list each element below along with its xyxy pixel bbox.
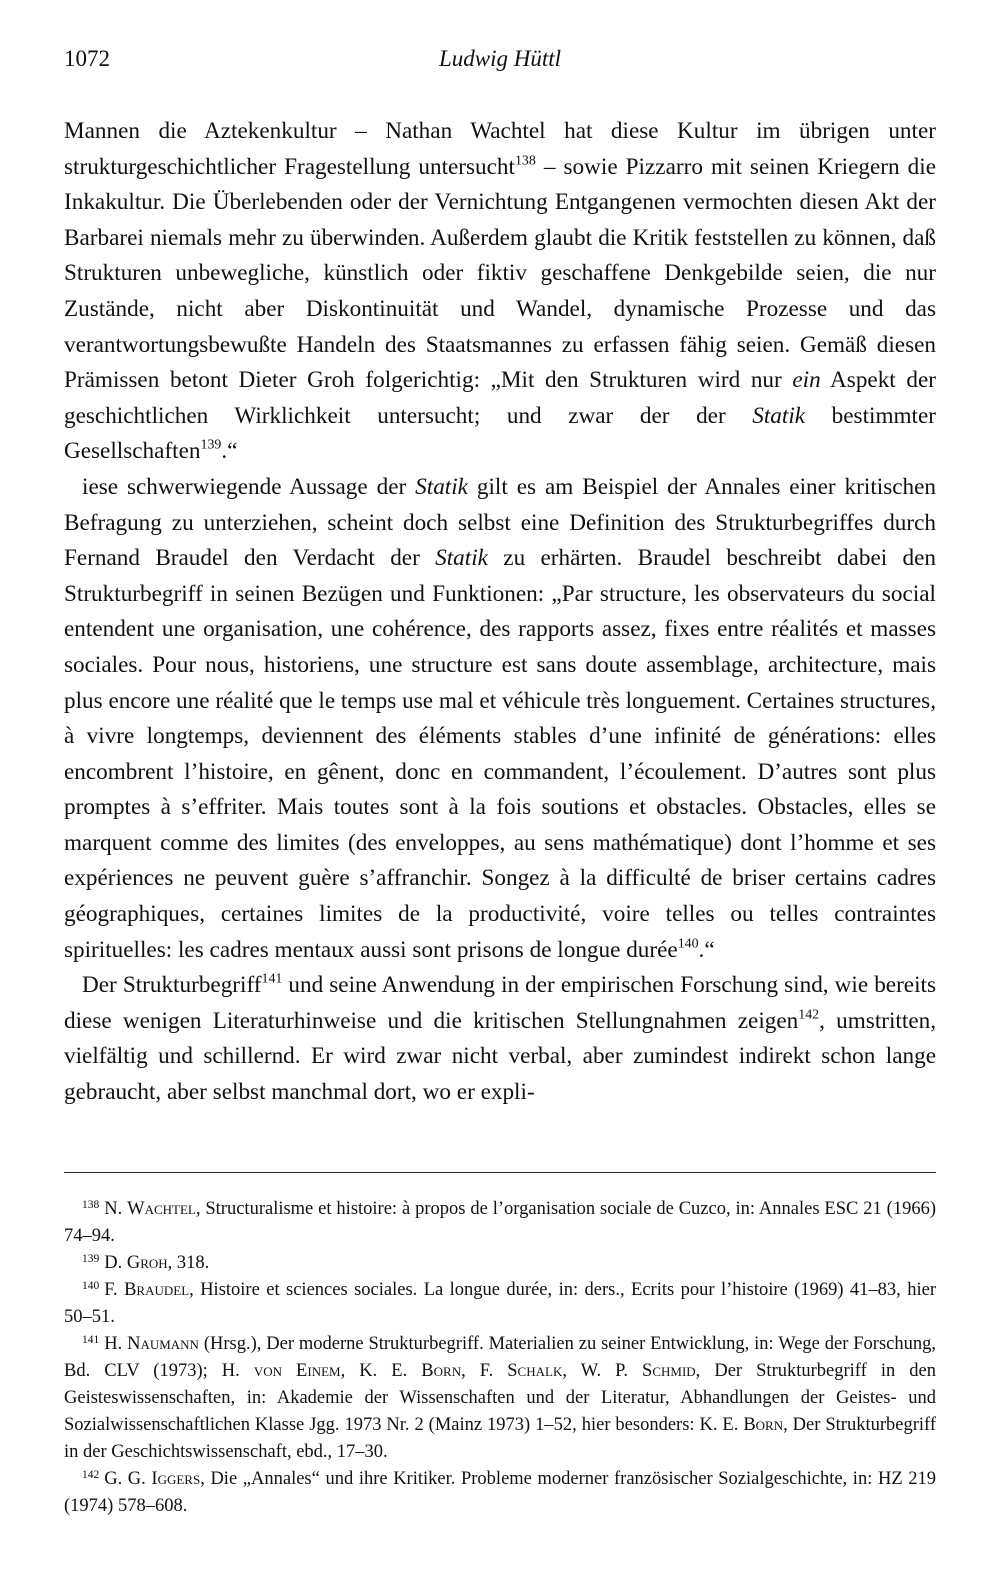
footnote-number: 140 bbox=[82, 1279, 100, 1292]
text-span: Mannen die Aztekenkultur – Nathan Wachtel hat diese Kultur im übrigen unter strukturgeschichtlicher Fragestellung untersucht bbox=[64, 118, 936, 180]
text-span: , Der Strukturbegriff in der Geschichtswissenschaft, ebd., 17–30. bbox=[64, 1415, 936, 1462]
footnote-ref-142: 142 bbox=[798, 1007, 820, 1023]
footnote-number: 142 bbox=[82, 1468, 100, 1481]
text-span: – sowie Pizzarro mit seinen Kriegern die Inkakultur. Die Überlebenden oder der Vernichtung Entgangenen vermochten diesen Akt der Barbarei niemals mehr zu überwinden. Außerdem glaubt die Kritik feststellen zu können, daß Strukturen unbewegliche, künstlich oder fiktiv geschaffene Denkgebilde seien, die nur Zustände, nicht aber Diskontinuität und Wandel, dynamische Prozesse und das verantwortungsbewußte Handeln des Staatsmannes zu erfassen fähig seien. Gemäß diesen Prämissen betont Dieter Groh folgerichtig: „Mit den Strukturen wird nur bbox=[64, 153, 936, 394]
footnote-number: 138 bbox=[82, 1198, 100, 1211]
author-name: Born bbox=[743, 1415, 784, 1435]
text-span: G. G. bbox=[104, 1469, 152, 1489]
footnote-ref-138: 138 bbox=[514, 152, 536, 168]
footnote-ref-140: 140 bbox=[677, 935, 699, 951]
text-span: bestimmter Gesellschaften bbox=[64, 402, 936, 465]
text-span: , W. P. bbox=[562, 1361, 643, 1381]
paragraph-3 bbox=[64, 968, 936, 1110]
author-name: Braudel bbox=[124, 1280, 190, 1300]
footnote-separator bbox=[64, 1172, 936, 1173]
text-span: Aspekt der geschichtlichen Wirklichkeit untersucht; und zwar der der bbox=[64, 367, 936, 429]
text-span: , F. bbox=[461, 1361, 508, 1381]
text-span: , Histoire et sciences sociales. La longue durée, in: ders., Ecrits pour l’histoire (1969) 41–83, hier 50–51. bbox=[64, 1280, 936, 1327]
footnote-ref-139: 139 bbox=[200, 437, 222, 453]
emphasis: Statik bbox=[415, 473, 468, 500]
text-span: iese schwerwiegende Aussage der bbox=[82, 473, 416, 500]
text-span: , Die „Annales“ und ihre Kritiker. Probleme moderner französischer Sozialgeschichte, in: HZ 219 (1974) 578–608. bbox=[64, 1469, 936, 1516]
text-span: , umstritten, vielfältig und schillernd. Er wird zwar nicht verbal, aber zumindest indirekt schon lange gebraucht, aber selbst manchmal dort, wo er expli- bbox=[64, 1007, 937, 1106]
text-span: F. bbox=[104, 1280, 125, 1300]
author-name: von Einem bbox=[253, 1361, 341, 1381]
text-span: (Hrsg.), Der moderne Strukturbegriff. Materialien zu seiner Entwicklung, in: Wege der Forschung, Bd. CLV (1973); H. bbox=[64, 1334, 936, 1381]
author-name: Naumann bbox=[127, 1334, 199, 1354]
paragraph-2 bbox=[64, 470, 936, 968]
text-span: gilt es am Beispiel der Annales einer kritischen Befragung zu unterziehen, scheint doch selbst eine Definition des Strukturbegriffes durch Fernand Braudel den Verdacht der bbox=[64, 473, 936, 572]
paragraph-1 bbox=[64, 114, 936, 470]
author-name: Schalk bbox=[507, 1361, 563, 1381]
text-span: , K. E. bbox=[340, 1361, 422, 1381]
author-name: Schmid bbox=[642, 1361, 696, 1381]
running-title: Ludwig Hüttl bbox=[438, 46, 562, 71]
text-span: zu erhärten. Braudel beschreibt dabei den Strukturbegriff in seinen Bezügen und Funktionen: „Par structure, les observateurs du social entendent une organisation, une cohérence, des rapports assez, fixes entre réalités et masses sociales. Pour nous, historiens, une structure est sans doute assemblage, architecture, mais plus encore une réalité que le temps use mal et véhicule très longuement. Certaines structures, à vivre longtemps, deviennent des éléments stables d’une infinité de générations: elles encombrent l’histoire, en gênent, donc en commandent, l’écoulement. D’autres sont plus promptes à s’effriter. Mais toutes sont à la fois soutions et obstacles. Obstacles, elles se marquent comme des limites (des enveloppes, au sens mathématique) dont l’homme et ses expériences ne peuvent guère s’affranchir. Songez à la difficulté de briser certains cadres géographiques, certaines limites de la productivité, voire telles ou telles contraintes spirituelles: les cadres mentaux aussi sont prisons de longue durée bbox=[64, 545, 936, 963]
text-span: .“ bbox=[698, 936, 715, 963]
footnote-142 bbox=[64, 1466, 936, 1520]
text-span: , Der Strukturbegriff in den Geisteswissenschaften, in: Akademie der Wissenschaften und der Literatur, Abhandlungen der Geistes- und Sozialwissenschaftlichen Klasse Jgg. 1973 Nr. 2 (Mainz 1973) 1–52, hier besonders: K. E. bbox=[64, 1361, 936, 1435]
text-span: D. bbox=[104, 1253, 127, 1273]
text-span: .“ bbox=[221, 438, 238, 465]
emphasis: Statik bbox=[435, 545, 488, 572]
footnote-number: 139 bbox=[82, 1252, 100, 1265]
footnote-139 bbox=[64, 1250, 936, 1277]
body-text bbox=[64, 114, 936, 1111]
text-span: und seine Anwendung in der empirischen Forschung sind, wie bereits diese wenigen Literaturhinweise und die kritischen Stellungnahmen zeigen bbox=[64, 972, 937, 1034]
author-name: Born bbox=[421, 1361, 462, 1381]
emphasis: Statik bbox=[752, 402, 806, 429]
text-span: N. bbox=[104, 1199, 128, 1219]
emphasis: ein bbox=[792, 367, 821, 394]
footnote-ref-141: 141 bbox=[261, 971, 283, 987]
footnote-140 bbox=[64, 1277, 936, 1331]
text-span: , 318. bbox=[167, 1253, 210, 1273]
footnotes bbox=[64, 1196, 936, 1520]
footnote-138 bbox=[64, 1196, 936, 1250]
text-span: H. bbox=[104, 1334, 128, 1354]
page-number: 1072 bbox=[64, 46, 110, 71]
footnote-number: 141 bbox=[82, 1333, 100, 1346]
author-name: Iggers bbox=[151, 1469, 201, 1489]
author-name: Groh bbox=[126, 1253, 168, 1273]
page-header bbox=[64, 46, 936, 80]
text-span: , Structuralisme et histoire: à propos de l’organisation sociale de Cuzco, in: Annales ESC 21 (1966) 74–94. bbox=[64, 1199, 936, 1246]
text-span: Der Strukturbegriff bbox=[82, 972, 262, 999]
author-name: Wachtel bbox=[127, 1199, 196, 1219]
footnote-141 bbox=[64, 1331, 936, 1466]
